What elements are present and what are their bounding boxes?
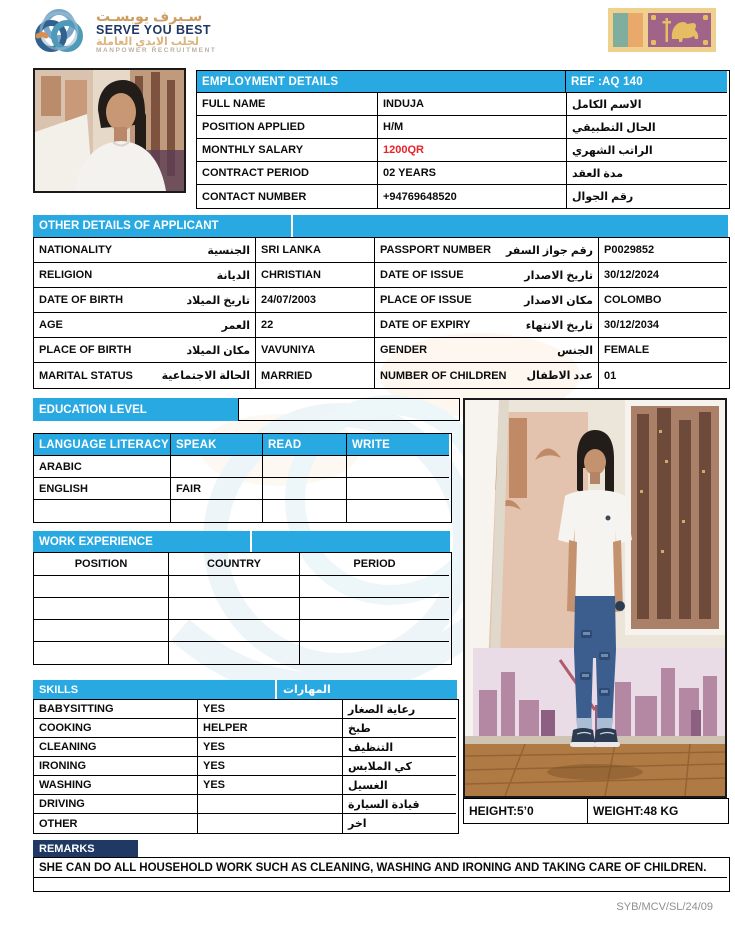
skill-value: YES [198,776,343,795]
education-level-value [238,398,460,421]
field-label-arabic: الاسم الكامل [567,93,727,116]
field-label-arabic: مكان الميلاد [186,344,250,357]
period-col-header: PERIOD [300,553,449,576]
education-level-header [33,398,238,421]
table-row [34,858,729,878]
field-label [34,263,256,288]
remarks-text: SHE CAN DO ALL HOUSEHOLD WORK SUCH AS CLEANING, WASHING AND IRONING AND TAKING CARE OF CHILDREN. [34,858,727,878]
field-label: MONTHLY SALARY [197,139,378,162]
field-label [34,313,256,338]
skill-value: HELPER [198,719,343,738]
country-value [169,576,300,598]
table-row [34,478,451,500]
field-value: FEMALE [599,338,727,363]
skill-label: OTHER [34,814,198,833]
position-value [34,642,169,664]
skill-value: YES [198,757,343,776]
sri-lanka-flag-icon [608,8,716,57]
table-row [34,313,729,338]
table-row [34,598,451,620]
table-row [34,288,729,313]
country-value [169,642,300,664]
table-row [34,363,729,388]
table-row [197,139,729,162]
field-label-arabic: العمر [221,319,250,332]
skill-label-arabic: التنظيف [343,738,456,757]
physical-stats-table [463,798,729,824]
table-row [34,700,458,719]
employment-ref: REF :AQ 140 [566,71,727,93]
document-reference-code: SYB/MCV/SL/24/09 [616,901,713,913]
write-value [347,456,449,478]
skill-label: WASHING [34,776,198,795]
skill-label: IRONING [34,757,198,776]
country-value [169,620,300,642]
table-row [34,814,458,833]
field-value: 01 [604,369,617,382]
position-value [34,598,169,620]
skill-value: YES [198,738,343,757]
table-row [34,500,451,522]
table-row [34,795,458,814]
skills-table [33,699,459,834]
table-row [34,620,451,642]
skill-label: DRIVING [34,795,198,814]
read-col-header: READ [263,434,347,456]
skills-header [33,680,457,699]
field-label-en: PASSPORT NUMBER [380,244,492,256]
write-value [347,478,449,500]
work-experience-table [33,552,452,665]
field-label: FULL NAME [197,93,378,116]
table-row [34,263,729,288]
field-value: 30/12/2024 [599,263,727,288]
table-row [34,776,458,795]
field-label-arabic: عدد الاطفال [526,370,593,382]
field-label-arabic: رقم جواز السفر [505,244,593,257]
table-row [197,185,729,208]
field-label-arabic: الراتب الشهري [567,139,727,162]
brand-name: SERVE YOU BEST [96,22,211,37]
field-label-arabic: الحالة الاجتماعية [161,370,250,382]
field-value: P0029852 [599,238,727,263]
table-row [34,642,451,664]
language-name [34,500,171,522]
table-row [464,799,728,823]
skill-label: COOKING [34,719,198,738]
field-label-arabic: الحال التطبيقي [567,116,727,139]
skills-title: SKILLS [33,680,277,699]
period-value [300,642,449,664]
field-value: H/M [378,116,567,139]
brand-header [28,3,216,61]
other-details-header-spacer [293,215,728,237]
field-label-en: PLACE OF ISSUE [380,294,472,306]
field-value-salary: 1200QR [378,139,567,162]
country-value [169,598,300,620]
write-value [347,500,449,522]
field-value: 24/07/2003 [256,288,375,313]
field-value: SRI LANKA [256,238,375,263]
table-row [34,757,458,776]
skill-value: YES [198,700,343,719]
position-col-header: POSITION [34,553,169,576]
table-row [34,738,458,757]
field-label: CONTACT NUMBER [197,185,378,208]
field-label: POSITION APPLIED [197,116,378,139]
weight-value: WEIGHT:48 KG [593,804,679,818]
applicant-headshot-photo [33,68,186,193]
skill-label-arabic: كي الملابس [343,757,456,776]
other-details-title: OTHER DETAILS OF APPLICANT [33,215,293,237]
remarks-table [33,857,730,892]
language-col-header: LANGUAGE LITERACY [34,434,171,456]
field-value: INDUJA [378,93,567,116]
skill-label-arabic: قيادة السيارة [343,795,456,814]
read-value [263,500,347,522]
field-label [375,263,599,288]
field-label-en: AGE [39,319,63,331]
field-label-arabic: تاريخ الانتهاء [525,319,593,332]
field-label [34,238,256,263]
field-label-arabic: مكان الاصدار [524,294,593,307]
brand-arabic-tagline: لجلب الايدي العاملة [96,35,200,48]
field-value: COLOMBO [599,288,727,313]
period-value [300,576,449,598]
table-row [34,878,729,891]
field-label-arabic: الديانة [216,269,250,282]
field-value: VAVUNIYA [256,338,375,363]
period-value [300,598,449,620]
field-value: 02 YEARS [378,162,567,185]
field-label-arabic: تاريخ الاصدار [524,269,593,282]
field-label [375,238,599,263]
field-label-en: DATE OF EXPIRY [380,319,471,331]
remarks-blank [34,878,727,891]
skill-value [198,814,343,833]
skill-label-arabic: رعاية الصغار [343,700,456,719]
speak-col-header: SPEAK [171,434,263,456]
table-row [34,719,458,738]
speak-value: FAIR [171,478,263,500]
table-row [34,338,729,363]
field-label [375,313,599,338]
write-col-header: WRITE [347,434,449,456]
field-label-arabic: الجنسية [207,244,250,257]
table-row [197,162,729,185]
remarks-title: REMARKS [39,842,95,855]
field-label-en: PLACE OF BIRTH [39,344,132,356]
field-label-en: RELIGION [39,269,93,281]
position-value [34,620,169,642]
brand-logo-icon [28,3,90,61]
field-label-en: GENDER [380,344,428,356]
language-name: ENGLISH [34,478,171,500]
field-label-en: NATIONALITY [39,244,113,256]
skill-label: BABYSITTING [34,700,198,719]
field-label [375,363,599,388]
brand-arabic-name: سـيرف يوبسـت [96,7,203,24]
language-literacy-table [33,433,452,523]
read-value [263,478,347,500]
field-label-en: MARITAL STATUS [39,369,133,382]
employment-details-table [196,70,730,209]
other-details-table [33,237,730,389]
table-row [34,456,451,478]
field-label-en: DATE OF BIRTH [39,294,124,306]
field-value: 30/12/2034 [599,313,727,338]
skill-label: CLEANING [34,738,198,757]
height-value: HEIGHT:5’0 [464,799,588,823]
field-value: 22 [256,313,375,338]
field-value: +94769648520 [378,185,567,208]
brand-tagline: MANPOWER RECRUITMENT [96,47,217,55]
field-label-arabic: رقم الجوال [572,191,634,203]
work-experience-header [33,531,450,552]
field-label-en: DATE OF ISSUE [380,269,464,281]
skills-title-arabic: المهارات [283,684,331,696]
education-level-title: EDUCATION LEVEL [39,403,147,416]
skill-label-arabic: اخر [348,818,367,830]
field-value: CHRISTIAN [256,263,375,288]
skill-label-arabic: طبخ [343,719,456,738]
speak-value [171,500,263,522]
field-label-en: NUMBER OF CHILDREN [380,369,507,382]
field-value: MARRIED [256,363,375,388]
read-value [263,456,347,478]
field-label-arabic: الجنس [557,344,593,357]
language-name: ARABIC [34,456,171,478]
position-value [34,576,169,598]
skill-value [198,795,343,814]
table-row [197,93,729,116]
skill-label-arabic: الغسيل [343,776,456,795]
work-experience-header-spacer [252,531,450,552]
remarks-header [33,840,138,857]
table-row [34,576,451,598]
field-label [34,288,256,313]
field-label [375,338,599,363]
table-row [34,238,729,263]
period-value [300,620,449,642]
employment-title: EMPLOYMENT DETAILS [197,71,566,93]
other-details-header [33,215,728,237]
field-label: CONTRACT PERIOD [197,162,378,185]
work-experience-title: WORK EXPERIENCE [33,531,252,552]
speak-value [171,456,263,478]
table-row [197,116,729,139]
field-label [34,338,256,363]
field-label [34,363,256,388]
field-label-arabic: تاريخ الميلاد [186,294,250,307]
field-label-arabic: مدة العقد [567,162,727,185]
field-label [375,288,599,313]
applicant-fullbody-photo [463,398,727,798]
country-col-header: COUNTRY [169,553,300,576]
